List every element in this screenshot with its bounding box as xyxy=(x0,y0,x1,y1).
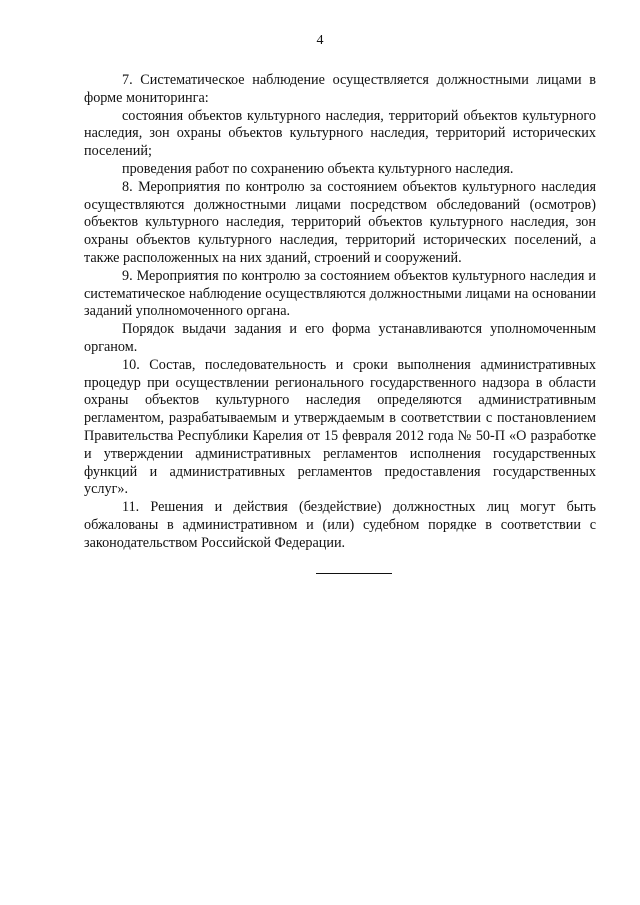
page-number: 4 xyxy=(316,33,324,48)
body-text xyxy=(84,72,596,553)
paragraph-7-item-2: проведения работ по сохранению объекта культурного наследия. xyxy=(122,160,514,177)
paragraph-7-item-1: состояния объектов культурного наследия, территорий объектов культурного наследия, зон охраны объектов культурного наследия, территорий исторических поселений; xyxy=(84,107,596,160)
paragraph-9-note: Порядок выдачи задания и его форма устанавливаются уполномоченным органом. xyxy=(84,321,596,355)
paragraph-8: 8. Мероприятия по контролю за состоянием объектов культурного наследия осуществляются должностными лицами посредством обследований (осмотров) объектов культурного наследия, территорий объектов культурного наследия, зон охраны объектов культурного наследия, территорий исторических поселений, а также расположенных на них зданий, строений и сооружений. xyxy=(84,178,596,266)
paragraph-9: 9. Мероприятия по контролю за состоянием объектов культурного наследия и систематическое наблюдение осуществляются должностными лицами на основании заданий уполномоченного органа. xyxy=(84,267,596,320)
paragraph-11: 11. Решения и действия (бездействие) должностных лиц могут быть обжалованы в административном и (или) судебном порядке в соответствии с законодательством Российской Федерации. xyxy=(84,499,596,551)
paragraph-7: 7. Систематическое наблюдение осуществляется должностными лицами в форме мониторинга: xyxy=(84,72,596,106)
end-separator-line xyxy=(316,573,392,574)
paragraph-10: 10. Состав, последовательность и сроки выполнения административных процедур при осуществлении регионального государственного надзора в области охраны объектов культурного наследия определяются административным регламентом, разрабатываемым и утверждаемым в соответствии с постановлением Правительства Республики Карелия от 15 февраля 2012 года № 50-П «О разработке и утверждении административных регламентов исполнения государственных функций и административных регламентов предоставления государственных услуг». xyxy=(84,356,596,498)
